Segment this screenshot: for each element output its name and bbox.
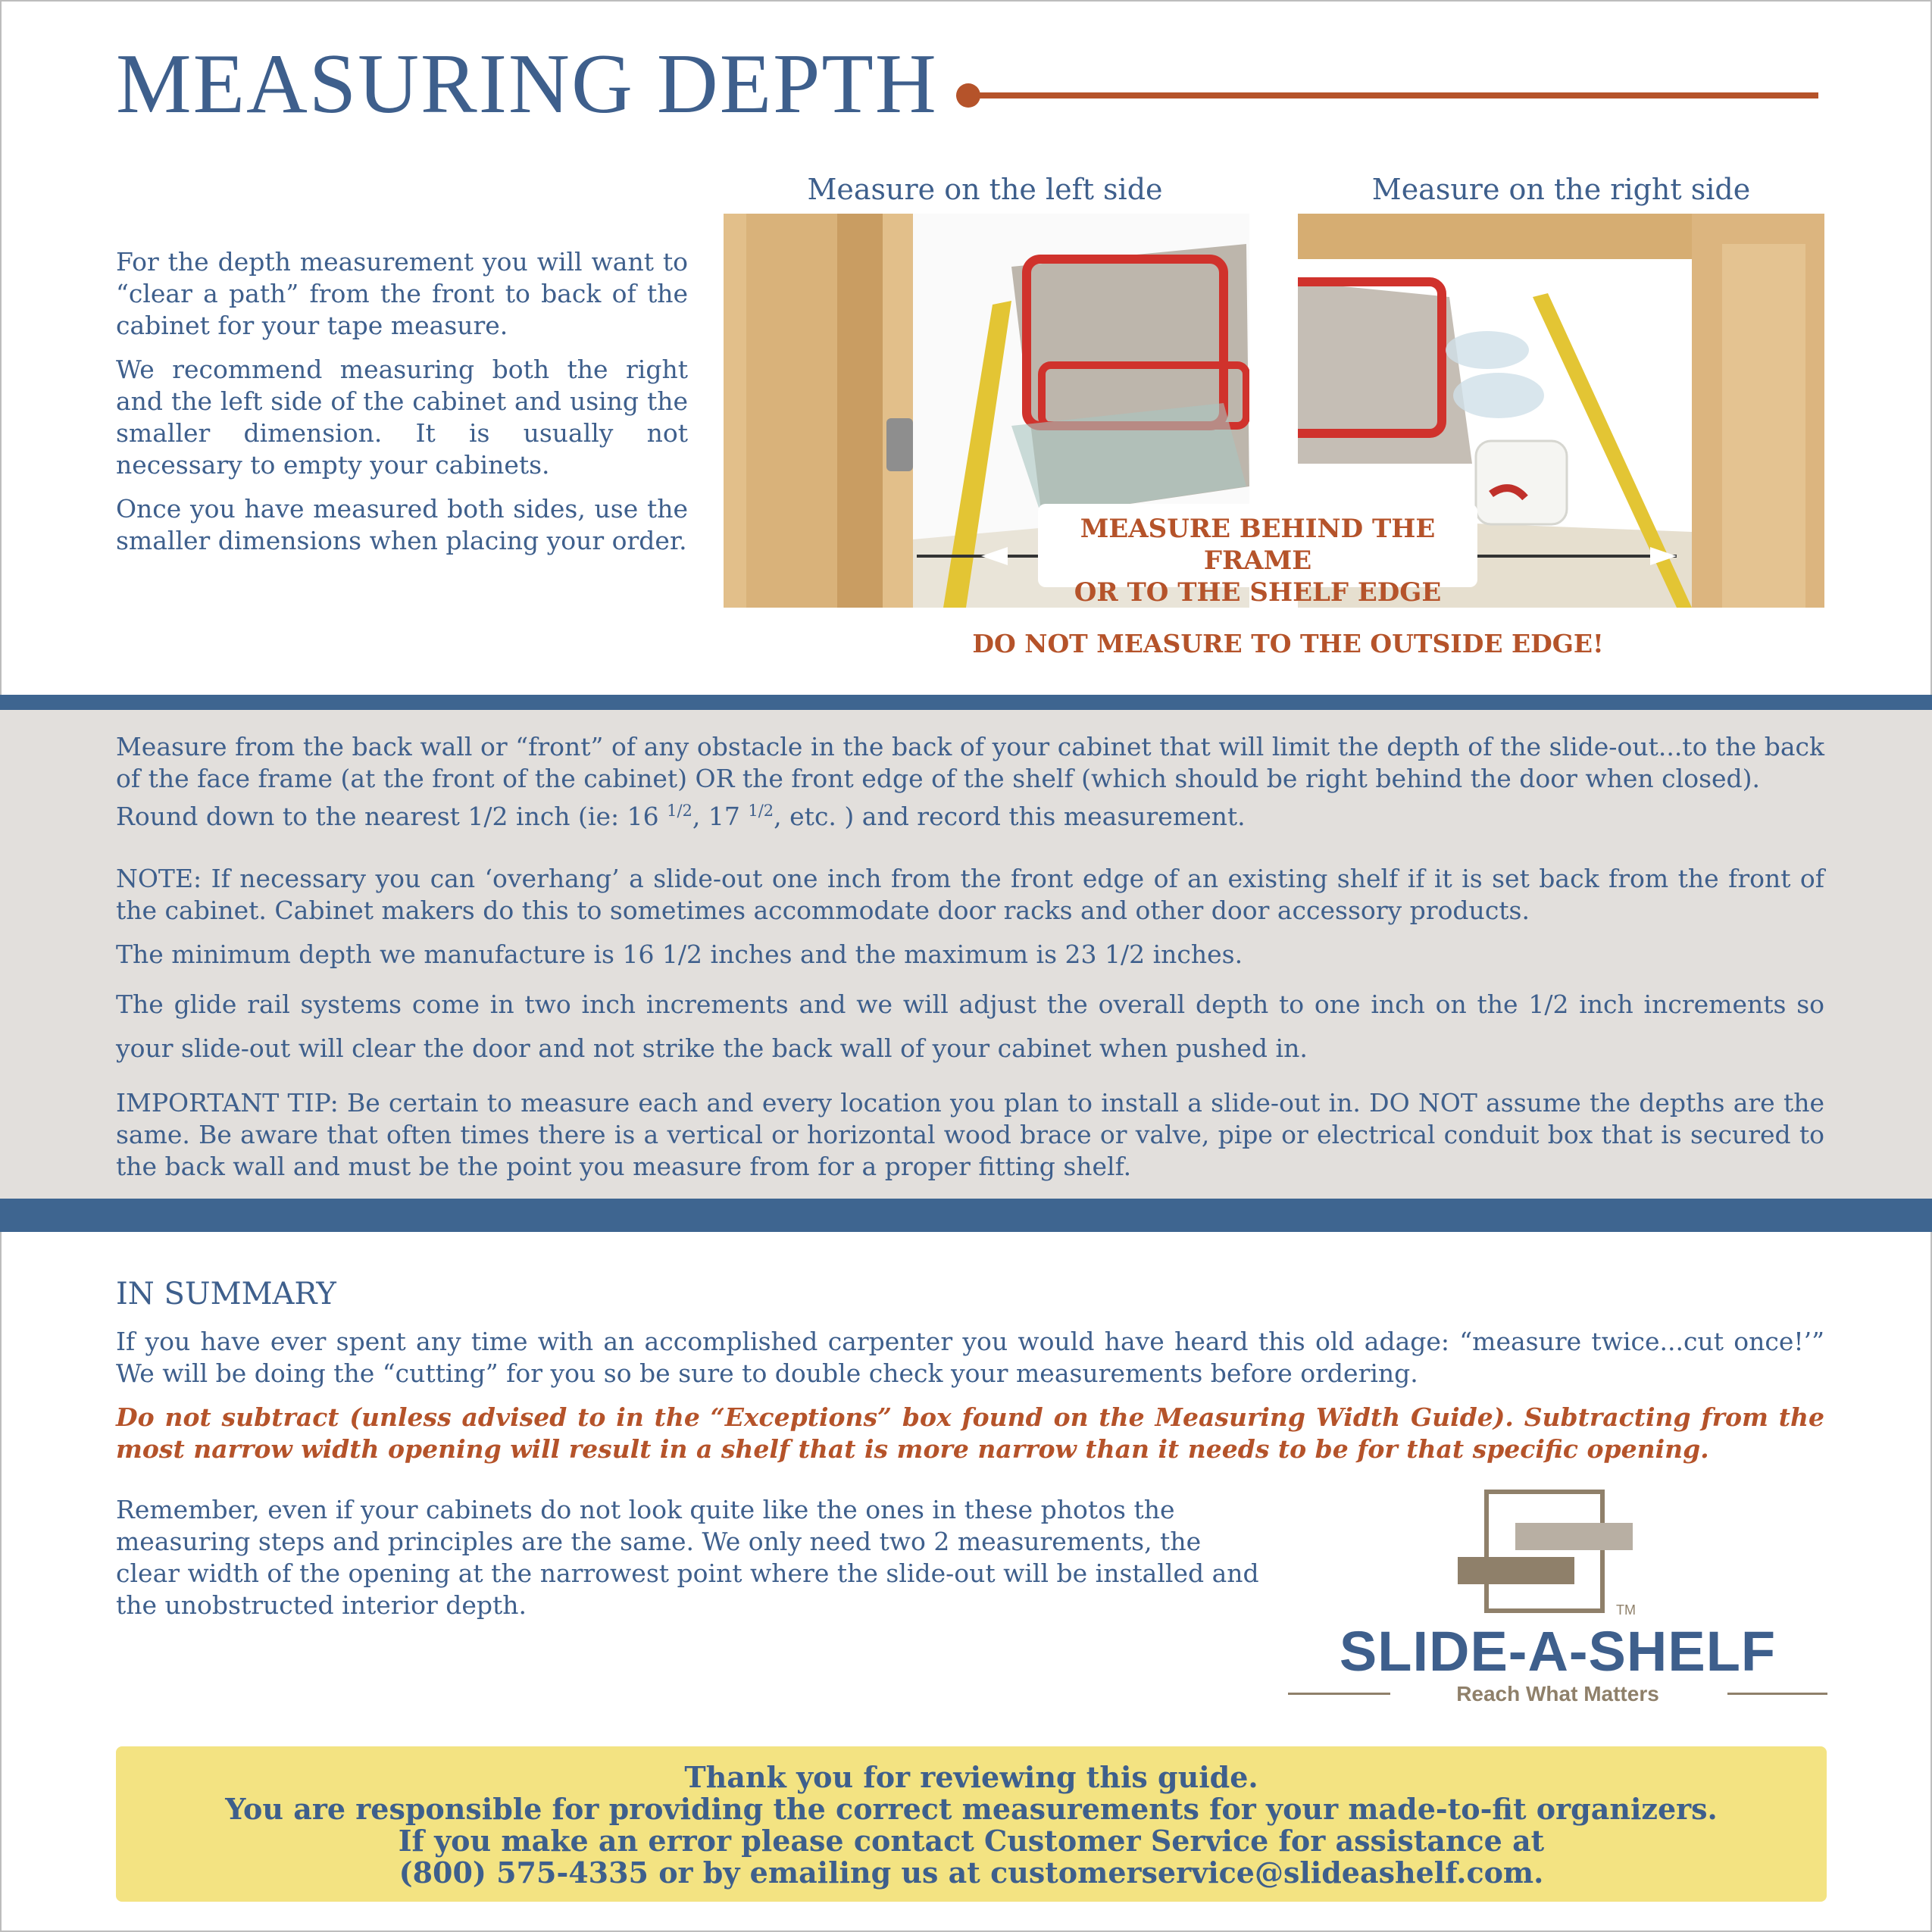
instructions-text <box>116 731 1824 1183</box>
min-max-paragraph: The minimum depth we manufacture is 16 1/2 inches and the maximum is 23 1/2 inches. <box>116 939 1243 969</box>
remember-paragraph: Remember, even if your cabinets do not look quite like the ones in these photos the measuring steps and principles are the same. We only need two 2 measurements, the clear width of the opening at the narrowest point where the slide-out will be installed and the unobstructed interior depth. <box>116 1495 1259 1620</box>
round-down-text: , 17 <box>692 802 749 831</box>
footer-line: Thank you for reviewing this guide. <box>684 1760 1258 1794</box>
logo-tagline: Reach What Matters <box>1456 1682 1659 1705</box>
fraction: 1/2 <box>667 802 692 820</box>
intro-text <box>116 246 688 569</box>
left-photo-caption: Measure on the left side <box>807 173 1163 206</box>
logo-mark-icon <box>1288 1489 1827 1618</box>
band-top-rule <box>0 695 1932 710</box>
important-tip-paragraph: IMPORTANT TIP: Be certain to measure each and every location you plan to install a slide-out in. DO NOT assume the depths are the same. Be aware that often times there is a vertical or horizontal wood brace or valve, pipe or electrical conduit box that is secured to the back wall and must be the point you measure from for a proper fitting shelf. <box>116 1088 1824 1181</box>
band-bottom-rule <box>0 1199 1932 1232</box>
summary-paragraph: If you have ever spent any time with an accomplished carpenter you would have heard this old adage: “measure twice...cut once!’” We will be doing the “cutting” for you so be sure to double check your measurements before ordering. <box>116 1327 1824 1388</box>
footer-line: (800) 575-4335 or by emailing us at customerservice@slideashelf.com. <box>399 1855 1544 1890</box>
fraction: 1/2 <box>748 802 774 820</box>
logo-tagline-row <box>1288 1682 1827 1705</box>
intro-paragraph: Once you have measured both sides, use the smaller dimensions when placing your order. <box>116 494 688 555</box>
measure-callout <box>1038 504 1477 608</box>
outside-edge-warning: DO NOT MEASURE TO THE OUTSIDE EDGE! <box>972 629 1604 658</box>
glide-rail-paragraph: The glide rail systems come in two inch increments and we will adjust the overall depth to one inch on the 1/2 inch increments so your slide-out will clear the door and not strike the back wall of your cabinet when pushed in. <box>116 989 1824 1063</box>
round-down-text: , etc. ) and record this measurement. <box>774 802 1246 831</box>
callout-line: MEASURE BEHIND THE FRAME <box>1080 514 1436 576</box>
right-photo-caption: Measure on the right side <box>1371 173 1751 206</box>
title-rule <box>970 92 1818 98</box>
thank-you-box <box>116 1746 1827 1902</box>
callout-line: OR TO THE SHELF EDGE <box>1074 577 1442 608</box>
trademark: TM <box>1616 1602 1636 1618</box>
page-title: MEASURING DEPTH <box>116 37 938 131</box>
instruction-paragraph: Measure from the back wall or “front” of any obstacle in the back of your cabinet that will limit the depth of the slide-out...to the back of the face frame (at the front of the cabinet) OR the front edge of the shelf (which should be right behind the door when closed). <box>116 732 1824 793</box>
summary-heading: IN SUMMARY <box>116 1277 336 1311</box>
footer-line: You are responsible for providing the correct measurements for your made-to-fit organizers. <box>225 1792 1718 1826</box>
round-down-text: Round down to the nearest 1/2 inch (ie: 16 <box>116 802 667 831</box>
footer-line: If you make an error please contact Customer Service for assistance at <box>398 1824 1545 1858</box>
do-not-subtract-paragraph: Do not subtract (unless advised to in the “Exceptions” box found on the Measuring Width Guide). Subtracting from the most narrow width opening will result in a shelf that is more narrow than it needs to be for that specific opening. <box>116 1402 1824 1464</box>
slide-a-shelf-logo <box>1288 1489 1827 1705</box>
intro-paragraph: For the depth measurement you will want to “clear a path” from the front to back of the cabinet for your tape measure. <box>116 247 688 340</box>
instruction-paragraph <box>116 795 1824 833</box>
intro-paragraph: We recommend measuring both the right and the left side of the cabinet and using the smaller dimension. It is usually not necessary to empty your cabinets. <box>116 355 688 480</box>
logo-wordmark: SLIDE-A-SHELF <box>1339 1620 1777 1683</box>
note-paragraph: NOTE: If necessary you can ‘overhang’ a slide-out one inch from the front edge of an existing shelf if it is set back from the front of the cabinet. Cabinet makers do this to sometimes accommodate door racks and other door accessory products. <box>116 864 1824 925</box>
